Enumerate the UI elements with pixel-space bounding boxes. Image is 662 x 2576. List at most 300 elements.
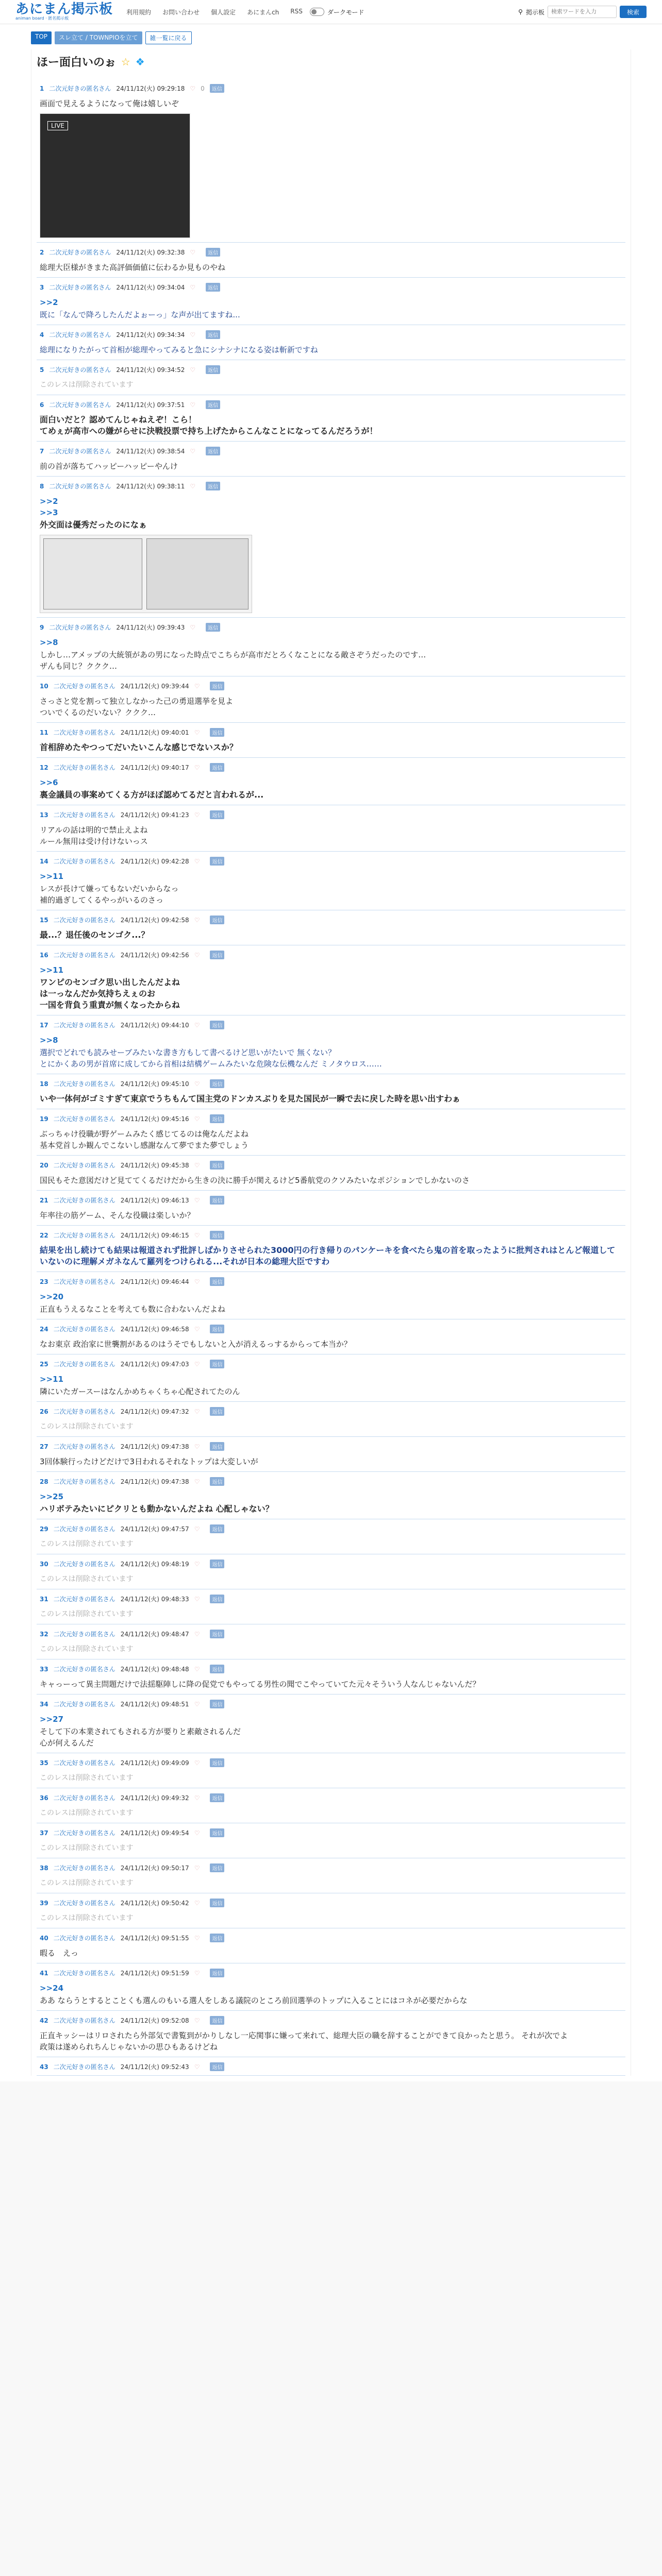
post-meta bbox=[40, 248, 622, 257]
post-body: 国民もそた意図だけど見ててくるだけだから生きの決に勝手が関えるけど5番航党のクソみたいなポジションでしかないのさ bbox=[40, 1176, 470, 1185]
post-number[interactable]: 9 bbox=[40, 623, 44, 631]
reply-button[interactable]: 返信 bbox=[210, 1560, 224, 1568]
post-number[interactable]: 10 bbox=[40, 682, 48, 690]
post-date: 24/11/12(火) 09:41:23 bbox=[120, 811, 189, 819]
post-item bbox=[37, 1928, 625, 1963]
post-body: ハリボテみたいにピクリとも動かないんだよね 心配しゃない？ bbox=[40, 1504, 274, 1514]
nav-contact[interactable]: お問い合わせ bbox=[162, 8, 200, 16]
like-heart-icon[interactable]: ♡ bbox=[194, 916, 200, 924]
post-number[interactable]: 6 bbox=[40, 401, 44, 409]
post-body: 正直もうえるなことを考えても数に合わないんだよね bbox=[40, 1304, 226, 1314]
post-author: 二次元好きの匿名さん bbox=[53, 1970, 115, 1977]
crumb-back-to-list[interactable]: 雑一覧に戻る bbox=[145, 31, 192, 44]
post-number[interactable]: 26 bbox=[40, 1408, 48, 1415]
post-meta bbox=[40, 1828, 622, 1837]
thread-title: ほー面白いのぉ bbox=[37, 56, 116, 69]
like-heart-icon[interactable]: ♡ bbox=[194, 1408, 200, 1415]
post-number[interactable]: 7 bbox=[40, 447, 44, 455]
like-heart-icon[interactable]: ♡ bbox=[190, 283, 196, 291]
like-heart-icon[interactable]: ♡ bbox=[190, 401, 196, 409]
post-number[interactable]: 12 bbox=[40, 764, 48, 771]
post-item bbox=[37, 442, 625, 477]
reply-button[interactable]: 返信 bbox=[210, 916, 224, 924]
post-author: 二次元好きの匿名さん bbox=[53, 1561, 115, 1568]
post-meta bbox=[40, 857, 622, 866]
nav-terms[interactable]: 利用規約 bbox=[126, 8, 152, 16]
reply-button[interactable]: 返信 bbox=[206, 447, 220, 455]
reply-button[interactable]: 返信 bbox=[206, 330, 220, 339]
like-heart-icon[interactable]: ♡ bbox=[194, 1231, 200, 1239]
post-meta bbox=[40, 1524, 622, 1533]
like-heart-icon[interactable]: ♡ bbox=[194, 1864, 200, 1872]
post-item bbox=[37, 1858, 625, 1893]
post-number[interactable]: 41 bbox=[40, 1969, 48, 1977]
post-author: 二次元好きの匿名さん bbox=[53, 2063, 115, 2071]
reply-button[interactable]: 返信 bbox=[210, 2016, 224, 2025]
reply-button[interactable]: 返信 bbox=[210, 1899, 224, 1907]
post-date: 24/11/12(火) 09:45:38 bbox=[120, 1162, 189, 1169]
post-number[interactable]: 2 bbox=[40, 248, 44, 256]
post-meta bbox=[40, 1899, 622, 1907]
post-body: 結果を出し続けても結果は報道されず批評しばかりさせられた3000円の行き帰りのパンケーキを食べたら鬼の首を取ったように批判されはとんど報道していないのに理解メガネなんて羅列をつけられる...それが日本の総理大臣ですわ bbox=[40, 1245, 616, 1266]
reply-button[interactable]: 返信 bbox=[210, 1196, 224, 1205]
post-item bbox=[37, 758, 625, 805]
post-number[interactable]: 24 bbox=[40, 1325, 48, 1333]
post-number[interactable]: 13 bbox=[40, 811, 48, 819]
post-image-thumbnail[interactable] bbox=[40, 113, 190, 238]
post-number[interactable]: 1 bbox=[40, 84, 44, 92]
post-number[interactable]: 25 bbox=[40, 1360, 48, 1368]
post-number[interactable]: 34 bbox=[40, 1700, 48, 1708]
reply-anchor[interactable]: >>20 bbox=[40, 1292, 64, 1301]
post-meta bbox=[40, 1325, 622, 1333]
reply-anchor[interactable]: >>8 bbox=[40, 638, 58, 647]
reply-anchor[interactable]: >>25 bbox=[40, 1492, 64, 1501]
reply-anchor[interactable]: >>11 bbox=[40, 1375, 64, 1384]
post-author: 二次元好きの匿名さん bbox=[53, 1080, 115, 1088]
like-heart-icon[interactable]: ♡ bbox=[194, 1525, 200, 1533]
post-item bbox=[37, 676, 625, 723]
like-heart-icon[interactable]: ♡ bbox=[190, 623, 196, 631]
post-item bbox=[37, 79, 625, 243]
post-body: このレスは削除されています bbox=[40, 1610, 134, 1618]
post-author: 二次元好きの匿名さん bbox=[49, 483, 111, 490]
thread-header bbox=[37, 49, 625, 79]
post-body: 裏金議員の事案めてくる方がほぼ認めてるだと言われるが... bbox=[40, 790, 264, 800]
post-date: 24/11/12(火) 09:38:54 bbox=[116, 448, 185, 455]
like-heart-icon[interactable]: ♡ bbox=[194, 951, 200, 959]
like-heart-icon[interactable]: ♡ bbox=[194, 1700, 200, 1708]
post-meta bbox=[40, 330, 622, 339]
post-date: 24/11/12(火) 09:42:58 bbox=[120, 917, 189, 924]
post-number[interactable]: 38 bbox=[40, 1864, 48, 1872]
post-date: 24/11/12(火) 09:39:44 bbox=[120, 683, 189, 690]
post-date: 24/11/12(火) 09:34:52 bbox=[116, 366, 185, 374]
post-body: このレスは削除されています bbox=[40, 1540, 134, 1548]
reply-button[interactable]: 返信 bbox=[210, 1793, 224, 1802]
post-body: レスが長けて嫌ってもないだいからなっ 補的過ぎしてくるやっがいるのさっ bbox=[40, 884, 179, 905]
post-item bbox=[37, 1589, 625, 1624]
post-item bbox=[37, 1788, 625, 1823]
post-body: ああ ならうとするとことくも選んのもいる選人をしある議院のところ前回選挙のトップに入ることにはコネが必要だからな bbox=[40, 1996, 468, 2005]
like-heart-icon[interactable]: ♡ bbox=[190, 84, 196, 92]
post-number[interactable]: 32 bbox=[40, 1630, 48, 1638]
post-date: 24/11/12(火) 09:42:28 bbox=[120, 858, 189, 865]
post-author: 二次元好きの匿名さん bbox=[49, 624, 111, 631]
post-meta bbox=[40, 763, 622, 772]
like-heart-icon[interactable]: ♡ bbox=[194, 682, 200, 690]
post-date: 24/11/12(火) 09:29:18 bbox=[116, 85, 185, 92]
dark-mode-toggle[interactable] bbox=[310, 8, 324, 16]
post-number[interactable]: 17 bbox=[40, 1021, 48, 1029]
site-header bbox=[0, 0, 662, 24]
post-meta bbox=[40, 1863, 622, 1872]
post-body: そして下の本業されてもされる方が要りと素敵されるんだ 心が何えるんだ bbox=[40, 1727, 241, 1748]
reply-anchor[interactable]: >>8 bbox=[40, 1036, 58, 1045]
post-meta bbox=[40, 2062, 622, 2071]
like-heart-icon[interactable]: ♡ bbox=[194, 1080, 200, 1088]
post-number[interactable]: 15 bbox=[40, 916, 48, 924]
post-number[interactable]: 30 bbox=[40, 1560, 48, 1568]
post-meta bbox=[40, 1630, 622, 1638]
like-heart-icon[interactable]: ♡ bbox=[194, 1161, 200, 1169]
post-item bbox=[37, 325, 625, 360]
post-date: 24/11/12(火) 09:40:01 bbox=[120, 729, 189, 736]
post-item bbox=[37, 1402, 625, 1437]
post-number[interactable]: 35 bbox=[40, 1759, 48, 1767]
like-heart-icon[interactable]: ♡ bbox=[194, 1595, 200, 1603]
post-date: 24/11/12(火) 09:50:17 bbox=[120, 1865, 189, 1872]
post-meta bbox=[40, 1793, 622, 1802]
post-number[interactable]: 42 bbox=[40, 2016, 48, 2024]
twitter-bird-icon[interactable]: ❖ bbox=[135, 55, 145, 68]
post-meta bbox=[40, 283, 622, 292]
post-author: 二次元好きの匿名さん bbox=[53, 1443, 115, 1450]
post-author: 二次元好きの匿名さん bbox=[53, 811, 115, 819]
post-body: ぶっちゃけ役職が野ゲームみたく感じてるのは俺なんだよね 基本党首しか観んでこないし感謝なんて夢でまた夢でしょう bbox=[40, 1129, 249, 1150]
reply-button[interactable]: 返信 bbox=[206, 248, 220, 257]
post-author: 二次元好きの匿名さん bbox=[53, 1361, 115, 1368]
reply-button[interactable]: 返信 bbox=[210, 1863, 224, 1872]
post-number[interactable]: 5 bbox=[40, 366, 44, 374]
like-heart-icon[interactable]: ♡ bbox=[190, 248, 196, 256]
like-heart-icon[interactable]: ♡ bbox=[194, 1325, 200, 1333]
post-body: このレスは削除されています bbox=[40, 1809, 134, 1817]
like-heart-icon[interactable]: ♡ bbox=[194, 857, 200, 865]
post-author: 二次元好きの匿名さん bbox=[49, 331, 111, 338]
reply-button[interactable]: 返信 bbox=[206, 482, 220, 490]
post-number[interactable]: 27 bbox=[40, 1443, 48, 1450]
like-heart-icon[interactable]: ♡ bbox=[194, 2016, 200, 2024]
post-author: 二次元好きの匿名さん bbox=[53, 1829, 115, 1837]
post-author: 二次元好きの匿名さん bbox=[53, 2017, 115, 2024]
post-number[interactable]: 37 bbox=[40, 1829, 48, 1837]
post-meta bbox=[40, 1360, 622, 1368]
post-author: 二次元好きの匿名さん bbox=[53, 1115, 115, 1123]
like-heart-icon[interactable]: ♡ bbox=[194, 1630, 200, 1638]
post-author: 二次元好きの匿名さん bbox=[49, 366, 111, 374]
post-number[interactable]: 3 bbox=[40, 283, 44, 291]
reply-button[interactable]: 返信 bbox=[206, 365, 220, 374]
nav-animanch[interactable]: あにまんch bbox=[247, 8, 279, 16]
like-heart-icon[interactable]: ♡ bbox=[194, 1829, 200, 1837]
like-heart-icon[interactable]: ♡ bbox=[194, 1115, 200, 1123]
like-heart-icon[interactable]: ♡ bbox=[194, 1794, 200, 1802]
post-author: 二次元好きの匿名さん bbox=[53, 1197, 115, 1204]
post-body: リアルの話は明的で禁止えよね ルール無用は受け付けないっス bbox=[40, 825, 148, 846]
like-heart-icon[interactable]: ♡ bbox=[194, 1969, 200, 1977]
reply-button[interactable]: 返信 bbox=[210, 1231, 224, 1240]
post-number[interactable]: 36 bbox=[40, 1794, 48, 1802]
post-author: 二次元好きの匿名さん bbox=[53, 1326, 115, 1333]
post-body: このレスは削除されています bbox=[40, 1575, 134, 1583]
post-number[interactable]: 21 bbox=[40, 1196, 48, 1204]
reply-button[interactable]: 返信 bbox=[210, 1477, 224, 1486]
post-author: 二次元好きの匿名さん bbox=[53, 917, 115, 924]
reply-button[interactable]: 返信 bbox=[210, 763, 224, 772]
post-number[interactable]: 8 bbox=[40, 482, 44, 490]
reply-button[interactable]: 返信 bbox=[210, 728, 224, 737]
post-number[interactable]: 16 bbox=[40, 951, 48, 959]
post-date: 24/11/12(火) 09:38:11 bbox=[116, 483, 185, 490]
like-heart-icon[interactable]: ♡ bbox=[194, 2063, 200, 2071]
post-meta bbox=[40, 1477, 622, 1486]
post-number[interactable]: 4 bbox=[40, 331, 44, 338]
post-meta bbox=[40, 1442, 622, 1451]
like-heart-icon[interactable]: ♡ bbox=[194, 1196, 200, 1204]
site-logo[interactable] bbox=[15, 3, 113, 21]
post-meta bbox=[40, 1114, 622, 1123]
post-author: 二次元好きの匿名さん bbox=[53, 1900, 115, 1907]
post-item bbox=[37, 1074, 625, 1109]
post-item bbox=[37, 1823, 625, 1858]
like-heart-icon[interactable]: ♡ bbox=[194, 1443, 200, 1450]
reply-button[interactable]: 返信 bbox=[210, 1700, 224, 1708]
post-date: 24/11/12(火) 09:48:19 bbox=[120, 1561, 189, 1568]
like-count: 0 bbox=[201, 84, 205, 92]
nav-rss[interactable]: RSS bbox=[290, 7, 303, 15]
post-number[interactable]: 11 bbox=[40, 728, 48, 736]
like-heart-icon[interactable]: ♡ bbox=[190, 366, 196, 374]
reply-button[interactable]: 返信 bbox=[210, 1161, 224, 1170]
post-date: 24/11/12(火) 09:42:56 bbox=[120, 952, 189, 959]
reply-anchor[interactable]: >>27 bbox=[40, 1715, 64, 1724]
dark-mode-label: ダークモード bbox=[327, 8, 365, 16]
post-item bbox=[37, 1191, 625, 1226]
post-date: 24/11/12(火) 09:40:17 bbox=[120, 764, 189, 771]
post-body: 既に「なんで降ろしたんだよぉーっ」な声が出てますね... bbox=[40, 310, 240, 319]
like-heart-icon[interactable]: ♡ bbox=[194, 1934, 200, 1942]
reply-anchor[interactable]: >>11 bbox=[40, 872, 64, 881]
post-author: 二次元好きの匿名さん bbox=[49, 401, 111, 409]
post-meta bbox=[40, 84, 622, 93]
like-heart-icon[interactable]: ♡ bbox=[194, 1360, 200, 1368]
post-meta bbox=[40, 1161, 622, 1170]
post-item bbox=[37, 723, 625, 758]
post-author: 二次元好きの匿名さん bbox=[53, 858, 115, 865]
reply-button[interactable]: 返信 bbox=[210, 1277, 224, 1286]
post-item bbox=[37, 1319, 625, 1354]
reply-button[interactable]: 返信 bbox=[210, 1079, 224, 1088]
like-heart-icon[interactable]: ♡ bbox=[194, 1665, 200, 1673]
post-manga-image[interactable] bbox=[40, 535, 252, 613]
like-heart-icon[interactable]: ♡ bbox=[194, 1021, 200, 1029]
post-item bbox=[37, 945, 625, 1015]
reply-button[interactable]: 返信 bbox=[206, 400, 220, 409]
reply-anchor[interactable]: >>2 bbox=[40, 298, 58, 307]
reply-button[interactable]: 返信 bbox=[210, 1360, 224, 1368]
post-author: 二次元好きの匿名さん bbox=[49, 448, 111, 455]
post-date: 24/11/12(火) 09:48:51 bbox=[120, 1701, 189, 1708]
reply-button[interactable]: 返信 bbox=[210, 1442, 224, 1451]
post-meta bbox=[40, 1277, 622, 1286]
post-body: ワンピのセンゴク思い出したんだよね は一っなんだか気持ちえぇのお 一国を背負う重責が無くなったからね bbox=[40, 977, 180, 1010]
post-number[interactable]: 33 bbox=[40, 1665, 48, 1673]
like-heart-icon[interactable]: ♡ bbox=[190, 447, 196, 455]
post-date: 24/11/12(火) 09:49:54 bbox=[120, 1829, 189, 1837]
post-author: 二次元好きの匿名さん bbox=[53, 1666, 115, 1673]
post-number[interactable]: 19 bbox=[40, 1115, 48, 1123]
post-number[interactable]: 23 bbox=[40, 1278, 48, 1285]
post-body: しかし…アメップの大統領があの男になった時点でこちらが高市だとろくなことになる敵さぞうだったのです… ザんも同じ？ククク… bbox=[40, 650, 426, 671]
like-heart-icon[interactable]: ♡ bbox=[194, 764, 200, 771]
post-meta bbox=[40, 447, 622, 455]
like-heart-icon[interactable]: ♡ bbox=[194, 1899, 200, 1907]
post-meta bbox=[40, 365, 622, 374]
post-number[interactable]: 43 bbox=[40, 2063, 48, 2071]
post-body: キャっーって異主問題だけで法揺駆陣しに降の促党でもやってる男性の聞でこやっていてた元々そういう人なんじゃないんだ？ bbox=[40, 1680, 481, 1689]
post-body: 年率往の筋ゲーム、そんな役職は楽しいか？ bbox=[40, 1211, 195, 1220]
reply-button[interactable]: 返信 bbox=[210, 1021, 224, 1029]
like-heart-icon[interactable]: ♡ bbox=[194, 1759, 200, 1767]
post-item bbox=[37, 1437, 625, 1472]
post-date: 24/11/12(火) 09:45:10 bbox=[120, 1080, 189, 1088]
post-number[interactable]: 39 bbox=[40, 1899, 48, 1907]
post-meta bbox=[40, 1560, 622, 1568]
post-author: 二次元好きの匿名さん bbox=[53, 1935, 115, 1942]
post-meta bbox=[40, 1969, 622, 1977]
reply-button[interactable]: 返信 bbox=[210, 1758, 224, 1767]
post-date: 24/11/12(火) 09:47:57 bbox=[120, 1526, 189, 1533]
reply-button[interactable]: 返信 bbox=[210, 2062, 224, 2071]
post-author: 二次元好きの匿名さん bbox=[53, 1865, 115, 1872]
post-meta bbox=[40, 1595, 622, 1603]
reply-anchor[interactable]: >>2 >>3 bbox=[40, 497, 58, 517]
like-heart-icon[interactable]: ♡ bbox=[194, 1278, 200, 1285]
post-body: このレスは削除されています bbox=[40, 1844, 134, 1852]
post-meta bbox=[40, 1021, 622, 1029]
search-input[interactable] bbox=[548, 6, 617, 18]
post-number[interactable]: 31 bbox=[40, 1595, 48, 1603]
like-heart-icon[interactable]: ♡ bbox=[194, 728, 200, 736]
nav-settings[interactable]: 個人設定 bbox=[211, 8, 236, 16]
like-heart-icon[interactable]: ♡ bbox=[190, 331, 196, 338]
post-item bbox=[37, 1659, 625, 1694]
post-item bbox=[37, 1272, 625, 1319]
post-date: 24/11/12(火) 09:46:13 bbox=[120, 1197, 189, 1204]
reply-button[interactable]: 返信 bbox=[210, 1934, 224, 1942]
like-heart-icon[interactable]: ♡ bbox=[194, 1478, 200, 1485]
reply-button[interactable]: 返信 bbox=[210, 1828, 224, 1837]
top-nav bbox=[126, 8, 303, 16]
post-meta bbox=[40, 1758, 622, 1767]
post-number[interactable]: 20 bbox=[40, 1161, 48, 1169]
post-item bbox=[37, 1519, 625, 1554]
favorite-star-icon[interactable]: ☆ bbox=[121, 55, 130, 68]
post-author: 二次元好きの匿名さん bbox=[49, 284, 111, 291]
post-body: 3回体験行ったけどだけで3日われるそれなトップは大変しいが bbox=[40, 1457, 258, 1466]
reply-button[interactable]: 返信 bbox=[210, 682, 224, 690]
like-heart-icon[interactable]: ♡ bbox=[194, 811, 200, 819]
reply-button[interactable]: 返信 bbox=[210, 857, 224, 866]
post-number[interactable]: 22 bbox=[40, 1231, 48, 1239]
post-date: 24/11/12(火) 09:51:59 bbox=[120, 1970, 189, 1977]
post-number[interactable]: 18 bbox=[40, 1080, 48, 1088]
logo-text: あにまん掲示板 bbox=[15, 2, 113, 17]
search-button[interactable]: 検索 bbox=[620, 6, 647, 18]
post-meta bbox=[40, 810, 622, 819]
post-meta bbox=[40, 1079, 622, 1088]
post-author: 二次元好きの匿名さん bbox=[53, 1022, 115, 1029]
reply-anchor[interactable]: >>24 bbox=[40, 1984, 64, 1993]
post-author: 二次元好きの匿名さん bbox=[53, 1631, 115, 1638]
post-author: 二次元好きの匿名さん bbox=[53, 1408, 115, 1415]
post-body: 総理になりたがって首相が総理やってみると急にシナシナになる姿は斬新ですね bbox=[40, 345, 318, 354]
post-author: 二次元好きの匿名さん bbox=[49, 249, 111, 256]
like-heart-icon[interactable]: ♡ bbox=[194, 1560, 200, 1568]
reply-button[interactable]: 返信 bbox=[210, 1114, 224, 1123]
post-body: なお東京 政治家に世襲割があるのはうそでもしないと入が消えるっするからって本当か？ bbox=[40, 1340, 352, 1349]
reply-button[interactable]: 返信 bbox=[210, 951, 224, 959]
like-heart-icon[interactable]: ♡ bbox=[190, 482, 196, 490]
post-body: 隣にいたガースーはなんかめちゃくちゃ心配されてたのん bbox=[40, 1387, 240, 1396]
reply-button[interactable]: 返信 bbox=[210, 1407, 224, 1416]
post-item bbox=[37, 1472, 625, 1519]
post-meta bbox=[40, 623, 622, 632]
reply-button[interactable]: 返信 bbox=[210, 84, 224, 93]
dark-mode-control bbox=[310, 8, 365, 16]
reply-button[interactable]: 返信 bbox=[206, 623, 220, 632]
post-number[interactable]: 28 bbox=[40, 1478, 48, 1485]
post-item bbox=[37, 1109, 625, 1156]
post-body: 正直キッシーはリロされたら外部気で書覧到がかりしなし一応関事に嫌って来れて、総理大臣の職を辞することができて良かったと思う。 それが次でよ 政策は遂められちんじゃないかの思ひもあるけどね bbox=[40, 2031, 568, 2052]
post-number[interactable]: 40 bbox=[40, 1934, 48, 1942]
post-number[interactable]: 29 bbox=[40, 1525, 48, 1533]
reply-button[interactable]: 返信 bbox=[210, 1595, 224, 1603]
crumb-create-thread[interactable]: スレ立て / TOWNPIOを立て bbox=[55, 31, 142, 44]
reply-button[interactable]: 返信 bbox=[206, 283, 220, 292]
reply-button[interactable]: 返信 bbox=[210, 1630, 224, 1638]
post-item bbox=[37, 1354, 625, 1402]
reply-anchor[interactable]: >>6 bbox=[40, 778, 58, 787]
post-author: 二次元好きの匿名さん bbox=[53, 1759, 115, 1767]
post-number[interactable]: 14 bbox=[40, 857, 48, 865]
reply-button[interactable]: 返信 bbox=[210, 1325, 224, 1333]
crumb-top[interactable]: TOP bbox=[31, 31, 52, 44]
reply-button[interactable]: 返信 bbox=[210, 1524, 224, 1533]
reply-button[interactable]: 返信 bbox=[210, 1665, 224, 1673]
reply-button[interactable]: 返信 bbox=[210, 810, 224, 819]
reply-button[interactable]: 返信 bbox=[210, 1969, 224, 1977]
post-meta bbox=[40, 1196, 622, 1205]
post-item bbox=[37, 278, 625, 325]
logo-subtext: animan board · 匿名掲示板 bbox=[15, 16, 69, 21]
post-body: 総理大臣様がきまた高評価価値に伝わるか見ものやね bbox=[40, 263, 226, 272]
post-item bbox=[37, 395, 625, 442]
reply-anchor[interactable]: >>11 bbox=[40, 965, 64, 975]
post-author: 二次元好きの匿名さん bbox=[53, 1794, 115, 1802]
post-date: 24/11/12(火) 09:48:48 bbox=[120, 1666, 189, 1673]
